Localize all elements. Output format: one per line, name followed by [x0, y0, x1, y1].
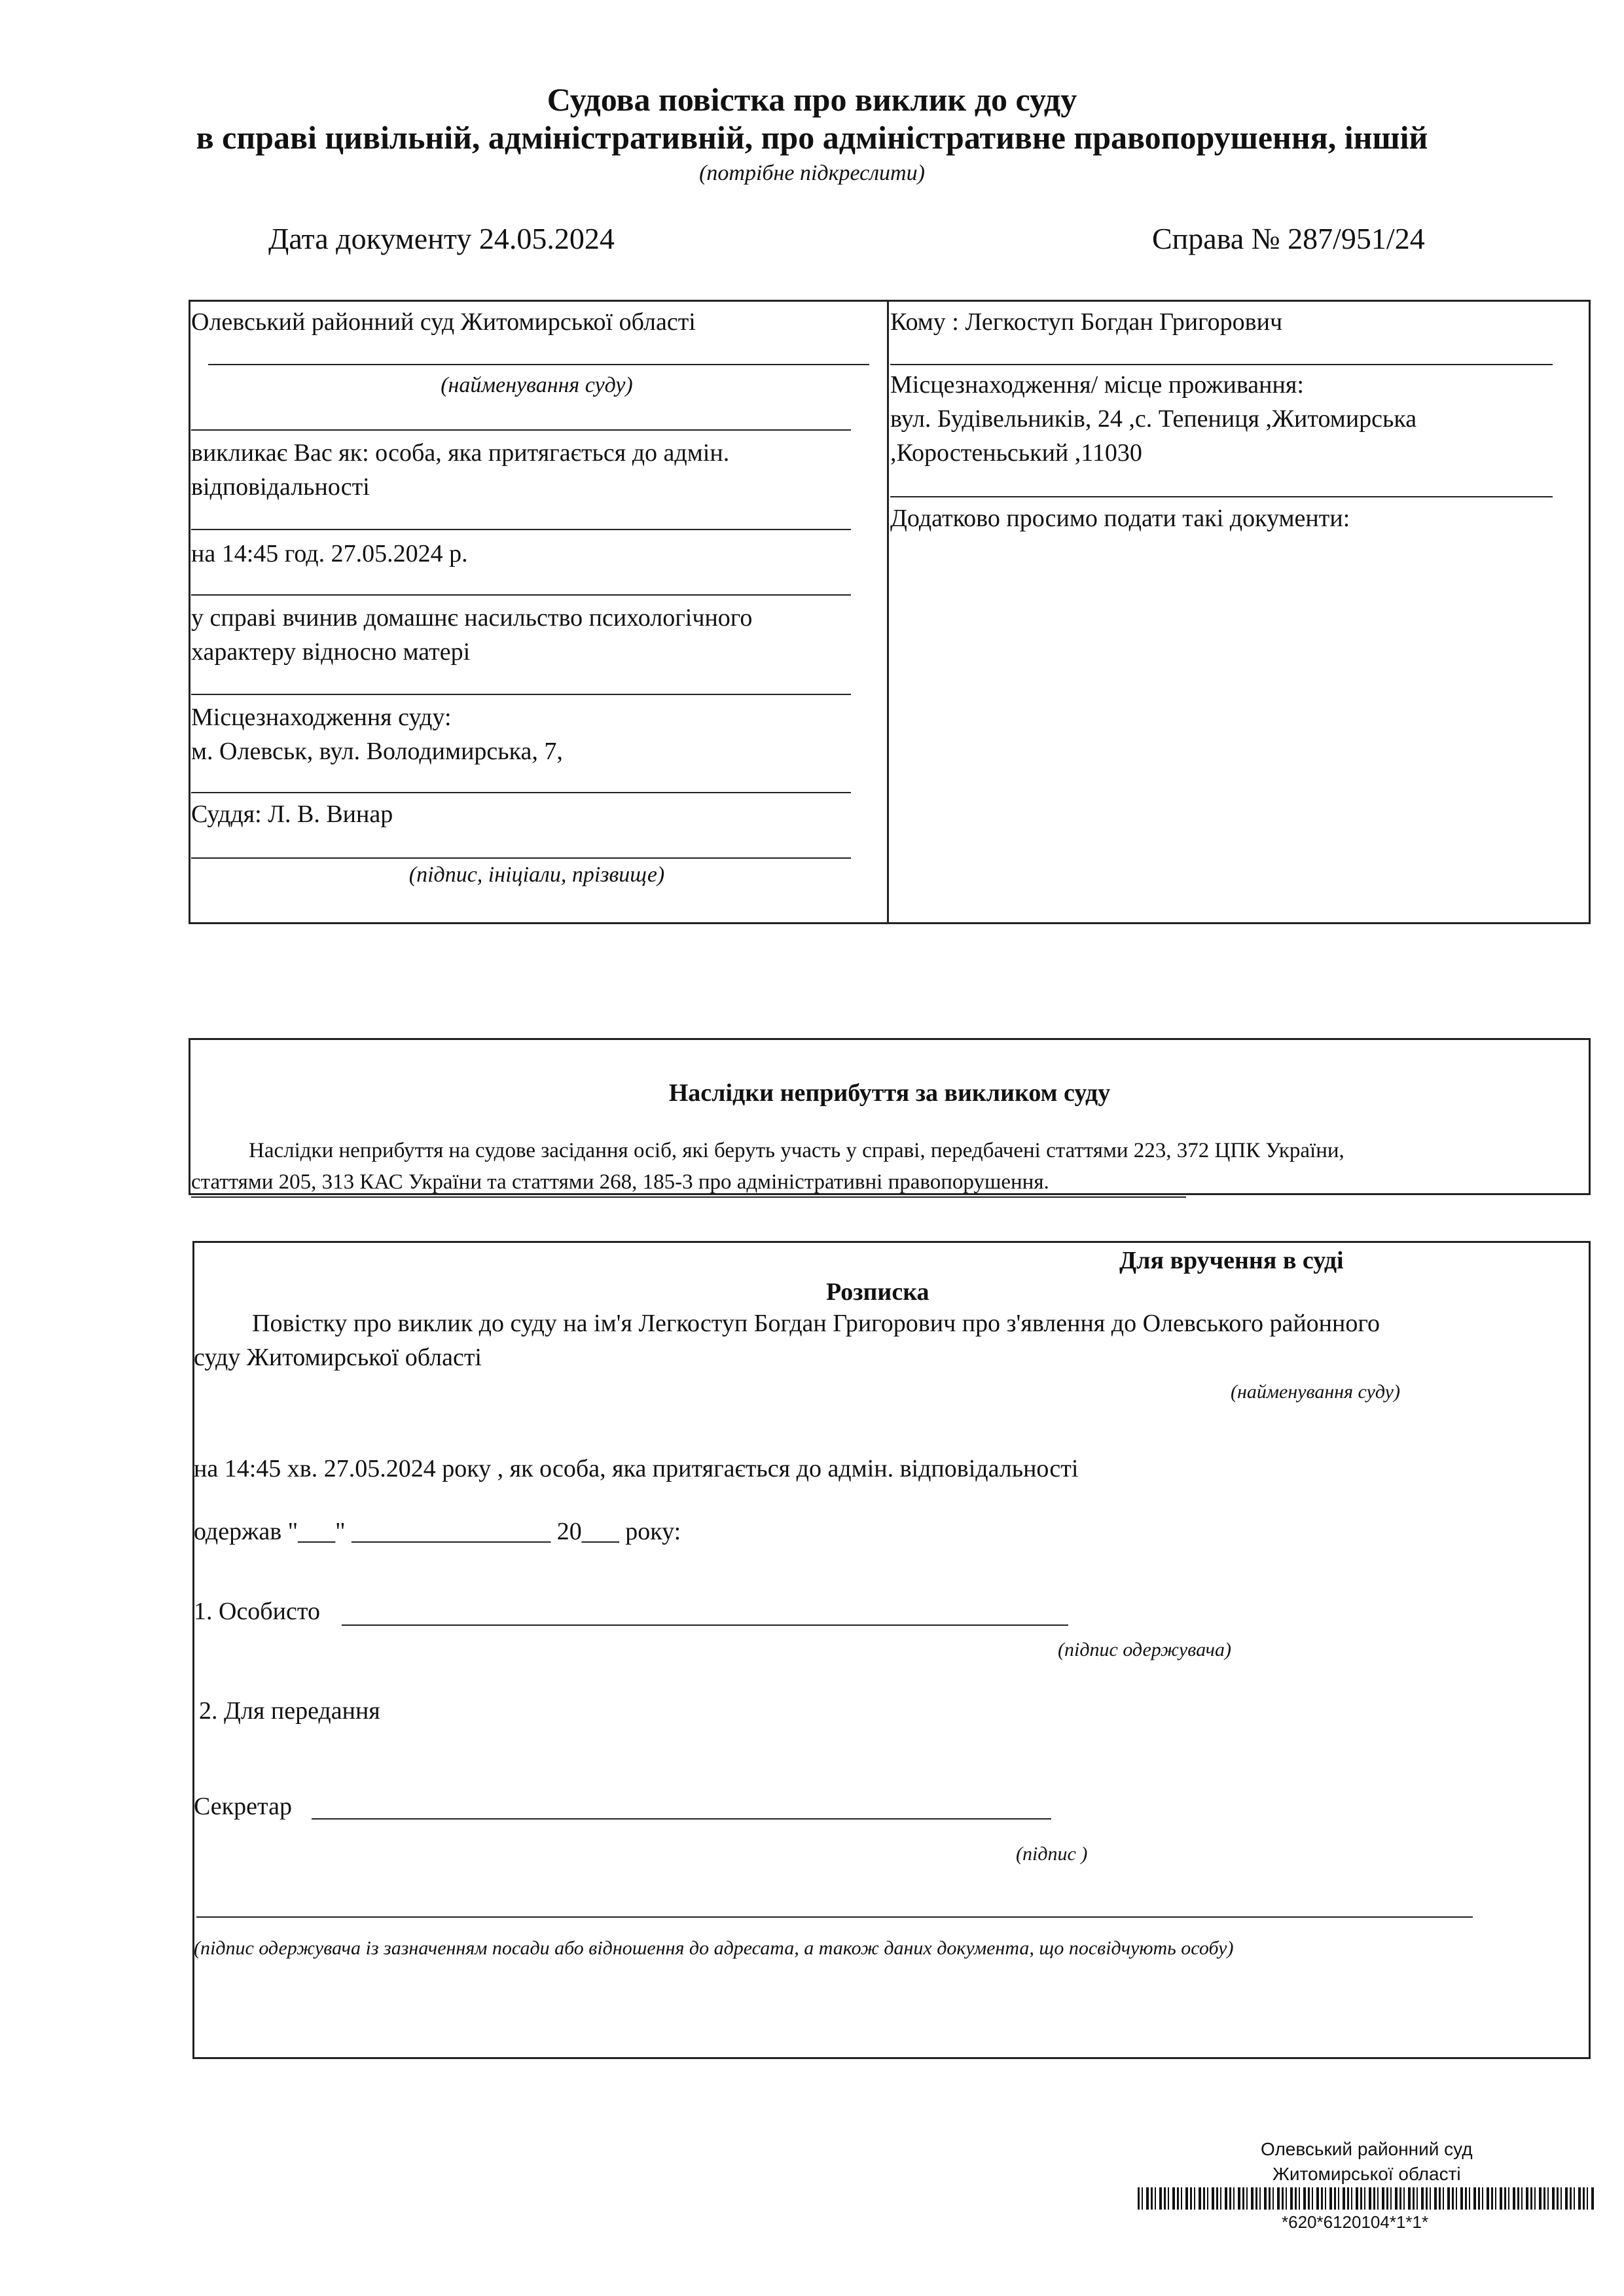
address-line1: вул. Будівельників, 24 ,с. Тепениця ,Житомирська: [890, 405, 1417, 433]
divider: [191, 529, 851, 530]
court-name-hint: (найменування суду): [441, 373, 633, 397]
consequences-title: Наслідки неприбуття за викликом суду: [668, 1079, 1111, 1107]
consequences-text-line2: статтями 205, 313 КАС України та статтями 268, 185-3 про адміністративні правопорушення.: [191, 1170, 1049, 1194]
recipient-name: Кому : Легкоступ Богдан Григорович: [890, 308, 1283, 336]
divider: [191, 1196, 1186, 1198]
court-location-label: Місцезнаходження суду:: [191, 704, 452, 731]
divider: [208, 364, 869, 365]
signature-hint: (підпис, ініціали, прізвище): [408, 863, 665, 887]
divider: [191, 857, 851, 859]
signature-line: [342, 1624, 1068, 1626]
court-location-value: м. Олевськ, вул. Володимирська, 7,: [191, 738, 563, 765]
signature-line: [312, 1818, 1051, 1820]
hearing-time: на 14:45 год. 27.05.2024 р.: [191, 540, 468, 567]
judge-name: Суддя: Л. В. Винар: [191, 800, 393, 828]
divider: [191, 792, 851, 793]
transfer-label: 2. Для передання: [199, 1697, 380, 1725]
for-court-label: Для вручення в суді: [1119, 1247, 1344, 1274]
receipt-text-line1: Повістку про виклик до суду на ім'я Легкоступ Богдан Григорович про з'явлення до Олевського районного: [252, 1310, 1380, 1337]
document-subtitle: в справі цивільній, адміністративній, про адміністративне правопорушення, іншій: [196, 119, 1428, 156]
stamp-court-line2: Житомирської області: [1272, 2164, 1461, 2184]
barcode: [1138, 2187, 1596, 2210]
address-line2: ,Коростеньський ,11030: [890, 439, 1142, 467]
summons-role-line2: відповідальності: [191, 473, 370, 501]
receipt-time-line: на 14:45 хв. 27.05.2024 року , як особа, яка притягається до адмін. відповідальності: [194, 1455, 1079, 1482]
document-title: Судова повістка про виклик до суду: [547, 81, 1077, 118]
barcode-text: *620*6120104*1*1*: [1282, 2212, 1429, 2232]
address-label: Місцезнаходження/ місце проживання:: [890, 371, 1304, 399]
panel-divider: [887, 300, 889, 924]
document-date: Дата документу 24.05.2024: [268, 222, 615, 255]
case-number: Справа № 287/951/24: [1152, 222, 1425, 255]
receipt-text-line2: суду Житомирської області: [194, 1344, 482, 1371]
signature-line: [196, 1916, 1473, 1918]
divider: [890, 364, 1553, 365]
court-name: Олевський районний суд Житомирської області: [191, 308, 696, 336]
divider: [890, 496, 1553, 497]
secretary-signature-hint: (підпис ): [1016, 1843, 1088, 1865]
received-date-line: одержав "___" ________________ 20___ року:: [194, 1518, 681, 1545]
stamp-court-line1: Олевський районний суд: [1261, 2139, 1473, 2159]
secretary-label: Секретар: [194, 1793, 292, 1820]
divider: [191, 429, 851, 431]
bottom-signature-hint: (підпис одержувача із зазначенням посади або відношення до адресата, а також даних документа, що посвідчують особу): [194, 1937, 1234, 1959]
divider: [191, 594, 851, 596]
recipient-signature-hint: (підпис одержувача): [1058, 1639, 1231, 1660]
personal-label: 1. Особисто: [194, 1598, 320, 1625]
consequences-text-line1: Наслідки неприбуття на судове засідання осіб, які беруть участь у справі, передбачені статтями 223, 372 ЦПК України,: [249, 1139, 1344, 1162]
summons-role-line1: викликає Вас як: особа, яка притягається до адмін.: [191, 439, 730, 467]
receipt-court-hint: (найменування суду): [1231, 1381, 1400, 1403]
title-hint: (потрібне підкреслити): [699, 161, 925, 185]
divider: [191, 694, 851, 695]
case-description-line1: у справі вчинив домашнє насильство психологічного: [191, 604, 753, 632]
receipt-title: Розписка: [826, 1278, 929, 1306]
case-description-line2: характеру відносно матері: [191, 638, 471, 666]
documents-label: Додатково просимо подати такі документи:: [890, 505, 1350, 532]
